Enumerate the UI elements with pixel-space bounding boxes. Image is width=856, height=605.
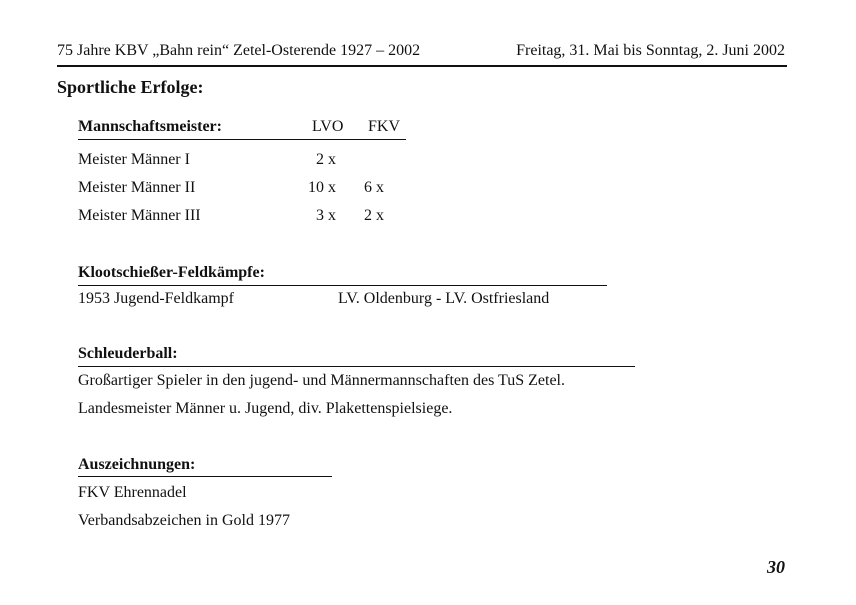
table-row-label: Meister Männer III — [78, 207, 201, 224]
table-row-lvo: 3 x — [316, 207, 336, 224]
table-row-label: Meister Männer II — [78, 179, 196, 196]
kloot-heading: Klootschießer-Feldkämpfe: — [78, 264, 265, 281]
table-row-fkv: 6 x — [364, 179, 384, 196]
table-row-label: Meister Männer I — [78, 151, 190, 168]
page-number: 30 — [767, 557, 785, 577]
schleuderball-line: Großartiger Spieler in den jugend- und Männermannschaften des TuS Zetel. — [78, 372, 565, 389]
auszeichnungen-line: FKV Ehrennadel — [78, 484, 187, 501]
header-right: Freitag, 31. Mai bis Sonntag, 2. Juni 2002 — [516, 42, 785, 59]
schleuderball-rule — [78, 366, 635, 367]
table-row-lvo: 2 x — [316, 151, 336, 168]
schleuderball-line: Landesmeister Männer u. Jugend, div. Plakettenspielsiege. — [78, 400, 453, 417]
auszeichnungen-heading: Auszeichnungen: — [78, 456, 196, 473]
mannschaft-heading: Mannschaftsmeister: — [78, 118, 222, 135]
auszeichnungen-line: Verbandsabzeichen in Gold 1977 — [78, 512, 290, 529]
kloot-rule — [78, 285, 607, 286]
col-fkv-header: FKV — [368, 118, 401, 135]
page-title: Sportliche Erfolge: — [57, 77, 204, 97]
schleuderball-heading: Schleuderball: — [78, 345, 178, 362]
kloot-event: 1953 Jugend-Feldkampf — [78, 290, 234, 307]
header-left: 75 Jahre KBV „Bahn rein“ Zetel-Osterende 1927 – 2002 — [57, 42, 421, 59]
auszeichnungen-rule — [78, 476, 332, 477]
col-lvo-header: LVO — [312, 118, 344, 135]
table-row-lvo: 10 x — [308, 179, 336, 196]
table-row-fkv: 2 x — [364, 207, 384, 224]
kloot-teams: LV. Oldenburg - LV. Ostfriesland — [338, 290, 550, 307]
header-rule — [57, 65, 787, 67]
mannschaft-rule — [78, 139, 406, 140]
